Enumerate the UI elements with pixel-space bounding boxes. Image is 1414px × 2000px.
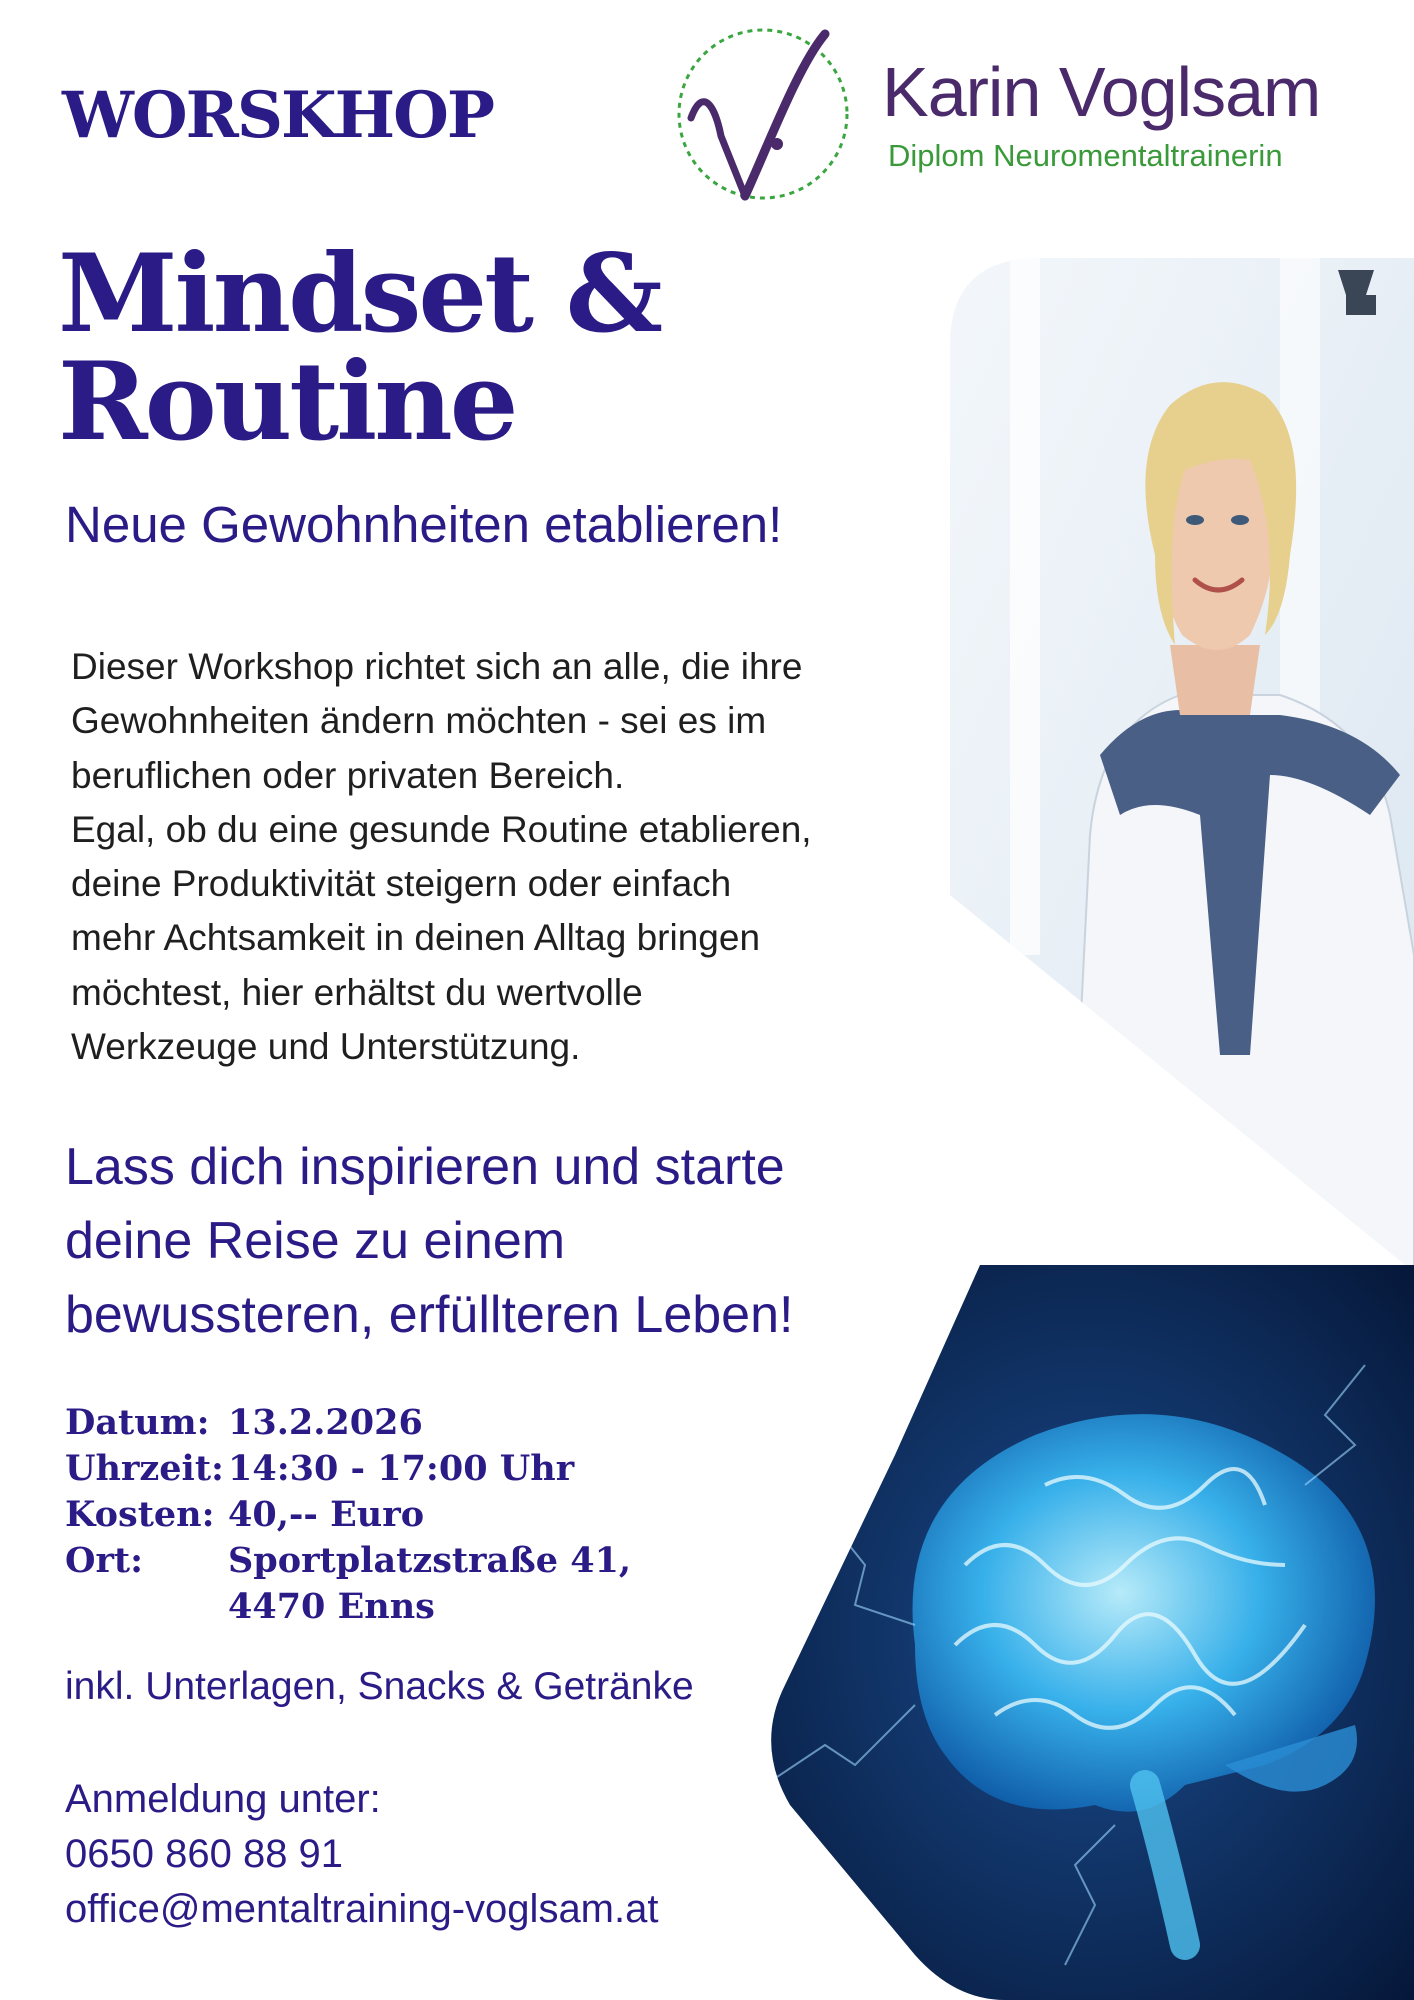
detail-date — [65, 1400, 631, 1446]
time-label: Uhrzeit: — [65, 1448, 224, 1489]
eye-left — [1186, 515, 1204, 525]
place-value — [228, 1538, 631, 1630]
cta-line-2: deine Reise zu einem — [65, 1212, 566, 1270]
brand-name: Karin Voglsam — [882, 53, 1321, 131]
time-value: 14:30 - 17:00 Uhr — [228, 1448, 575, 1489]
contact-phone[interactable]: 0650 860 88 91 — [65, 1832, 344, 1876]
contact-email[interactable]: office@mentaltraining-voglsam.at — [65, 1887, 659, 1931]
description-line: beruflichen oder privaten Bereich. — [71, 754, 625, 796]
detail-cost — [65, 1492, 631, 1538]
place-label: Ort: — [65, 1540, 144, 1581]
detail-place — [65, 1538, 631, 1630]
neck — [1170, 645, 1260, 715]
cta-line-1: Lass dich inspirieren und starte — [65, 1138, 785, 1196]
brand-subtitle: Diplom Neuromentaltrainerin — [888, 138, 1283, 173]
cost-value: 40,-- Euro — [228, 1494, 425, 1535]
portrait-photo — [950, 255, 1414, 1275]
date-value: 13.2.2026 — [228, 1402, 423, 1443]
logo-ring — [679, 30, 847, 198]
logo-emblem — [673, 26, 853, 202]
included-items: inkl. Unterlagen, Snacks & Getränke — [65, 1665, 694, 1708]
cost-label: Kosten: — [65, 1494, 215, 1535]
eye-right — [1231, 515, 1249, 525]
registration-contact — [65, 1772, 658, 1937]
workshop-kicker: WORSKHOP — [62, 78, 493, 153]
description-line: Werkzeuge und Unterstützung. — [71, 1026, 581, 1068]
description-line: Gewohnheiten ändern möchten - sei es im — [71, 700, 767, 742]
detail-time — [65, 1446, 631, 1492]
description-line: Egal, ob du eine gesunde Routine etablieren, — [71, 808, 812, 850]
workshop-title — [58, 231, 661, 465]
photo-column — [1010, 255, 1040, 955]
workshop-subtitle: Neue Gewohnheiten etablieren! — [65, 496, 783, 553]
title-line-1: Mindset & — [58, 231, 661, 357]
description-line: möchtest, hier erhältst du wertvolle — [71, 971, 643, 1013]
title-line-2: Routine — [58, 339, 516, 465]
date-label: Datum: — [65, 1402, 210, 1443]
description-line: Dieser Workshop richtet sich an alle, die ihre — [71, 646, 803, 687]
place-line-2: 4470 Enns — [228, 1586, 435, 1627]
event-details — [65, 1400, 631, 1630]
description — [71, 640, 921, 1074]
logo-v-right-stroke — [745, 34, 825, 196]
logo-dot — [771, 138, 783, 150]
cta-line-3: bewussteren, erfüllteren Leben! — [65, 1286, 794, 1344]
description-line: mehr Achtsamkeit in deinen Alltag bringen — [71, 917, 761, 959]
description-line: deine Produktivität steigern oder einfach — [71, 863, 732, 905]
contact-heading: Anmeldung unter: — [65, 1777, 381, 1821]
logo-v-left-stroke — [691, 102, 745, 196]
place-line-1: Sportplatzstraße 41, — [228, 1540, 632, 1581]
brain-image — [765, 1265, 1414, 2000]
